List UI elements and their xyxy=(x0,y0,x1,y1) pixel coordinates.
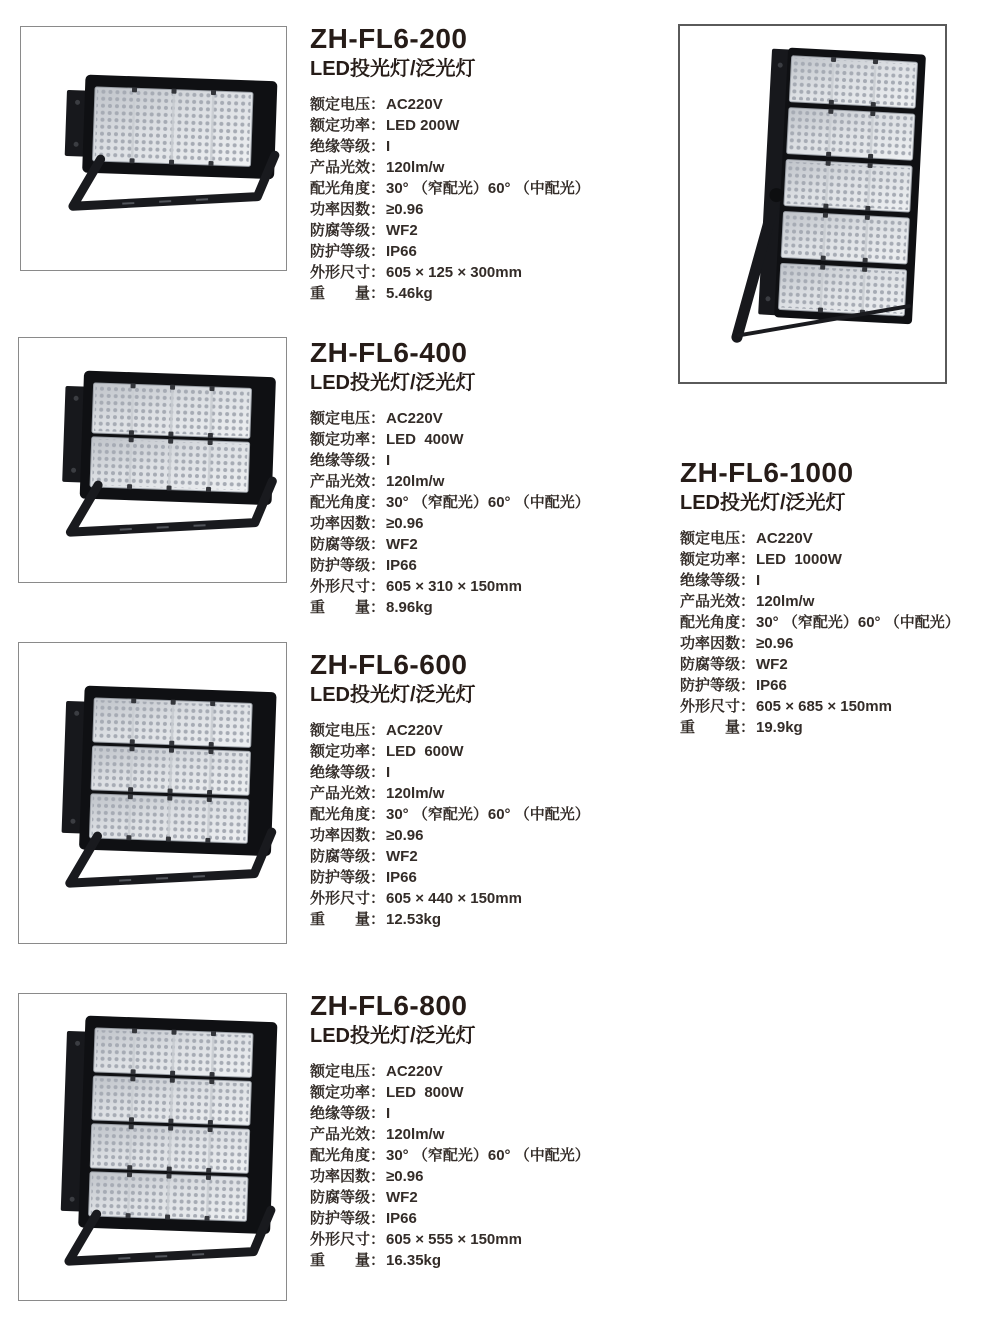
spec-value: WF2 xyxy=(386,1188,418,1206)
spec-row xyxy=(680,612,1000,633)
spec-value: 30° （窄配光）60° （中配光） xyxy=(386,1146,590,1164)
product-info xyxy=(310,24,710,304)
spec-label: 功率因数： xyxy=(680,634,756,652)
spec-value: 605 × 125 × 300mm xyxy=(386,263,522,281)
spec-label: 额定电压： xyxy=(310,409,386,427)
spec-value: IP66 xyxy=(386,556,417,574)
spec-label: 外形尺寸： xyxy=(680,697,756,715)
spec-row xyxy=(310,909,710,930)
spec-value: AC220V xyxy=(386,409,443,427)
spec-label: 配光角度： xyxy=(310,179,386,197)
spec-row xyxy=(310,199,710,220)
spec-label: 产品光效： xyxy=(680,592,756,610)
spec-value: 605 × 685 × 150mm xyxy=(756,697,892,715)
spec-row xyxy=(310,220,710,241)
spec-row xyxy=(310,283,710,304)
spec-label: 额定电压： xyxy=(310,1062,386,1080)
spec-value: AC220V xyxy=(756,529,813,547)
spec-row xyxy=(310,136,710,157)
spec-value: 120lm/w xyxy=(386,158,445,176)
spec-list xyxy=(680,528,1000,738)
spec-label: 功率因数： xyxy=(310,1167,386,1185)
spec-label: 防腐等级： xyxy=(680,655,756,673)
spec-label: 配光角度： xyxy=(310,1146,386,1164)
spec-label: 防护等级： xyxy=(310,242,386,260)
spec-row xyxy=(310,555,710,576)
spec-value: 8.96kg xyxy=(386,598,433,616)
spec-label: 防腐等级： xyxy=(310,535,386,553)
spec-row xyxy=(310,846,710,867)
spec-row xyxy=(310,262,710,283)
product-model: ZH-FL6-600 xyxy=(310,649,468,680)
spec-label: 产品光效： xyxy=(310,784,386,802)
spec-value: I xyxy=(756,571,761,589)
spec-row xyxy=(680,570,1000,591)
product-subtitle: LED投光灯/泛光灯 xyxy=(680,491,846,514)
spec-row xyxy=(680,528,1000,549)
spec-label: 绝缘等级： xyxy=(310,763,386,781)
spec-label: 产品光效： xyxy=(310,1125,386,1143)
spec-value: AC220V xyxy=(386,721,443,739)
spec-label: 额定功率： xyxy=(310,116,386,134)
spec-label: 防护等级： xyxy=(680,676,756,694)
spec-row xyxy=(310,804,710,825)
spec-row xyxy=(680,549,1000,570)
spec-row xyxy=(680,591,1000,612)
spec-list xyxy=(310,408,710,618)
spec-value: 12.53kg xyxy=(386,910,442,928)
floodlight-illustration xyxy=(21,27,286,270)
spec-value: 19.9kg xyxy=(756,718,803,736)
spec-label: 外形尺寸： xyxy=(310,577,386,595)
product-model: ZH-FL6-800 xyxy=(310,990,468,1021)
spec-label: 额定功率： xyxy=(310,742,386,760)
spec-row xyxy=(310,241,710,262)
spec-row xyxy=(310,825,710,846)
spec-value: 605 × 440 × 150mm xyxy=(386,889,522,907)
product-model: ZH-FL6-1000 xyxy=(680,457,854,488)
spec-value: 30° （窄配光）60° （中配光） xyxy=(386,179,590,197)
spec-value: I xyxy=(386,137,391,155)
product-photo-frame xyxy=(18,993,287,1301)
spec-row xyxy=(310,1166,710,1187)
spec-label: 外形尺寸： xyxy=(310,263,386,281)
spec-label: 外形尺寸： xyxy=(310,1230,386,1248)
spec-row xyxy=(310,534,710,555)
spec-row xyxy=(310,429,710,450)
spec-label: 额定电压： xyxy=(310,721,386,739)
product-photo-frame xyxy=(20,26,287,271)
floodlight-illustration xyxy=(680,26,945,382)
product-subtitle: LED投光灯/泛光灯 xyxy=(310,371,476,394)
spec-label: 功率因数： xyxy=(310,200,386,218)
spec-value: IP66 xyxy=(386,868,417,886)
spec-row xyxy=(310,450,710,471)
product-info xyxy=(310,338,710,618)
spec-label: 额定功率： xyxy=(680,550,756,568)
spec-list xyxy=(310,1061,710,1271)
spec-row xyxy=(310,1145,710,1166)
spec-value: AC220V xyxy=(386,1062,443,1080)
product-subtitle: LED投光灯/泛光灯 xyxy=(310,57,476,80)
spec-value: ≥0.96 xyxy=(756,634,794,652)
spec-label: 重 量： xyxy=(680,718,756,736)
product-info xyxy=(680,458,1000,738)
spec-label: 重 量： xyxy=(310,284,386,302)
spec-row xyxy=(310,783,710,804)
spec-row xyxy=(310,888,710,909)
spec-label: 绝缘等级： xyxy=(310,137,386,155)
spec-value: I xyxy=(386,451,391,469)
spec-value: ≥0.96 xyxy=(386,200,424,218)
spec-row xyxy=(310,513,710,534)
spec-row xyxy=(680,696,1000,717)
spec-value: ≥0.96 xyxy=(386,1167,424,1185)
spec-label: 功率因数： xyxy=(310,514,386,532)
spec-value: IP66 xyxy=(386,1209,417,1227)
floodlight-photo xyxy=(680,26,945,382)
product-photo-frame xyxy=(18,642,287,944)
spec-row xyxy=(310,576,710,597)
spec-value: I xyxy=(386,763,391,781)
spec-row xyxy=(310,492,710,513)
spec-label: 外形尺寸： xyxy=(310,889,386,907)
spec-label: 配光角度： xyxy=(680,613,756,631)
spec-label: 重 量： xyxy=(310,910,386,928)
product-info xyxy=(310,991,710,1271)
floodlight-illustration xyxy=(19,338,286,582)
spec-label: 额定电压： xyxy=(310,95,386,113)
floodlight-photo xyxy=(19,994,286,1300)
spec-row xyxy=(310,1250,710,1271)
floodlight-photo xyxy=(19,643,286,943)
spec-row xyxy=(310,762,710,783)
spec-value: 605 × 555 × 150mm xyxy=(386,1230,522,1248)
spec-label: 额定电压： xyxy=(680,529,756,547)
spec-row xyxy=(310,471,710,492)
spec-value: 5.46kg xyxy=(386,284,433,302)
spec-row xyxy=(310,115,710,136)
spec-row xyxy=(680,717,1000,738)
floodlight-photo xyxy=(19,338,286,582)
spec-row xyxy=(310,1061,710,1082)
spec-label: 防腐等级： xyxy=(310,221,386,239)
spec-value: ≥0.96 xyxy=(386,826,424,844)
spec-label: 产品光效： xyxy=(310,158,386,176)
product-subtitle: LED投光灯/泛光灯 xyxy=(310,1024,476,1047)
product-subtitle: LED投光灯/泛光灯 xyxy=(310,683,476,706)
spec-value: 30° （窄配光）60° （中配光） xyxy=(386,493,590,511)
spec-row xyxy=(310,408,710,429)
spec-label: 重 量： xyxy=(310,598,386,616)
spec-value: 30° （窄配光）60° （中配光） xyxy=(756,613,960,631)
product-info xyxy=(310,650,710,930)
spec-label: 绝缘等级： xyxy=(310,451,386,469)
spec-row xyxy=(310,720,710,741)
spec-value: I xyxy=(386,1104,391,1122)
spec-label: 功率因数： xyxy=(310,826,386,844)
spec-row xyxy=(310,157,710,178)
product-photo-frame xyxy=(678,24,947,384)
spec-row xyxy=(310,1082,710,1103)
spec-row xyxy=(310,1124,710,1145)
spec-row xyxy=(680,675,1000,696)
spec-value: LED 400W xyxy=(386,430,464,448)
spec-value: IP66 xyxy=(756,676,787,694)
spec-label: 防护等级： xyxy=(310,868,386,886)
spec-label: 额定功率： xyxy=(310,1083,386,1101)
spec-value: 30° （窄配光）60° （中配光） xyxy=(386,805,590,823)
floodlight-illustration xyxy=(19,994,286,1300)
spec-label: 配光角度： xyxy=(310,805,386,823)
spec-value: WF2 xyxy=(756,655,788,673)
spec-list xyxy=(310,720,710,930)
spec-row xyxy=(310,178,710,199)
floodlight-illustration xyxy=(19,643,286,943)
spec-label: 防腐等级： xyxy=(310,847,386,865)
spec-row xyxy=(310,94,710,115)
spec-row xyxy=(310,597,710,618)
spec-label: 额定功率： xyxy=(310,430,386,448)
spec-value: 120lm/w xyxy=(386,472,445,490)
spec-value: 120lm/w xyxy=(386,1125,445,1143)
product-photo-frame xyxy=(18,337,287,583)
floodlight-photo xyxy=(21,27,286,270)
spec-row xyxy=(680,633,1000,654)
spec-value: 16.35kg xyxy=(386,1251,442,1269)
spec-value: LED 800W xyxy=(386,1083,464,1101)
spec-value: ≥0.96 xyxy=(386,514,424,532)
spec-label: 产品光效： xyxy=(310,472,386,490)
spec-value: WF2 xyxy=(386,847,418,865)
spec-label: 绝缘等级： xyxy=(310,1104,386,1122)
spec-label: 重 量： xyxy=(310,1251,386,1269)
spec-value: AC220V xyxy=(386,95,443,113)
spec-row xyxy=(680,654,1000,675)
spec-row xyxy=(310,1187,710,1208)
spec-value: LED 200W xyxy=(386,116,460,134)
spec-row xyxy=(310,741,710,762)
spec-value: WF2 xyxy=(386,535,418,553)
spec-label: 防护等级： xyxy=(310,556,386,574)
spec-value: LED 600W xyxy=(386,742,464,760)
spec-list xyxy=(310,94,710,304)
spec-label: 配光角度： xyxy=(310,493,386,511)
spec-row xyxy=(310,1208,710,1229)
spec-row xyxy=(310,867,710,888)
spec-value: WF2 xyxy=(386,221,418,239)
spec-value: 605 × 310 × 150mm xyxy=(386,577,522,595)
spec-label: 绝缘等级： xyxy=(680,571,756,589)
spec-row xyxy=(310,1103,710,1124)
spec-value: 120lm/w xyxy=(756,592,815,610)
spec-row xyxy=(310,1229,710,1250)
spec-value: 120lm/w xyxy=(386,784,445,802)
product-model: ZH-FL6-400 xyxy=(310,337,468,368)
spec-label: 防腐等级： xyxy=(310,1188,386,1206)
product-model: ZH-FL6-200 xyxy=(310,23,468,54)
spec-value: IP66 xyxy=(386,242,417,260)
spec-value: LED 1000W xyxy=(756,550,842,568)
spec-label: 防护等级： xyxy=(310,1209,386,1227)
